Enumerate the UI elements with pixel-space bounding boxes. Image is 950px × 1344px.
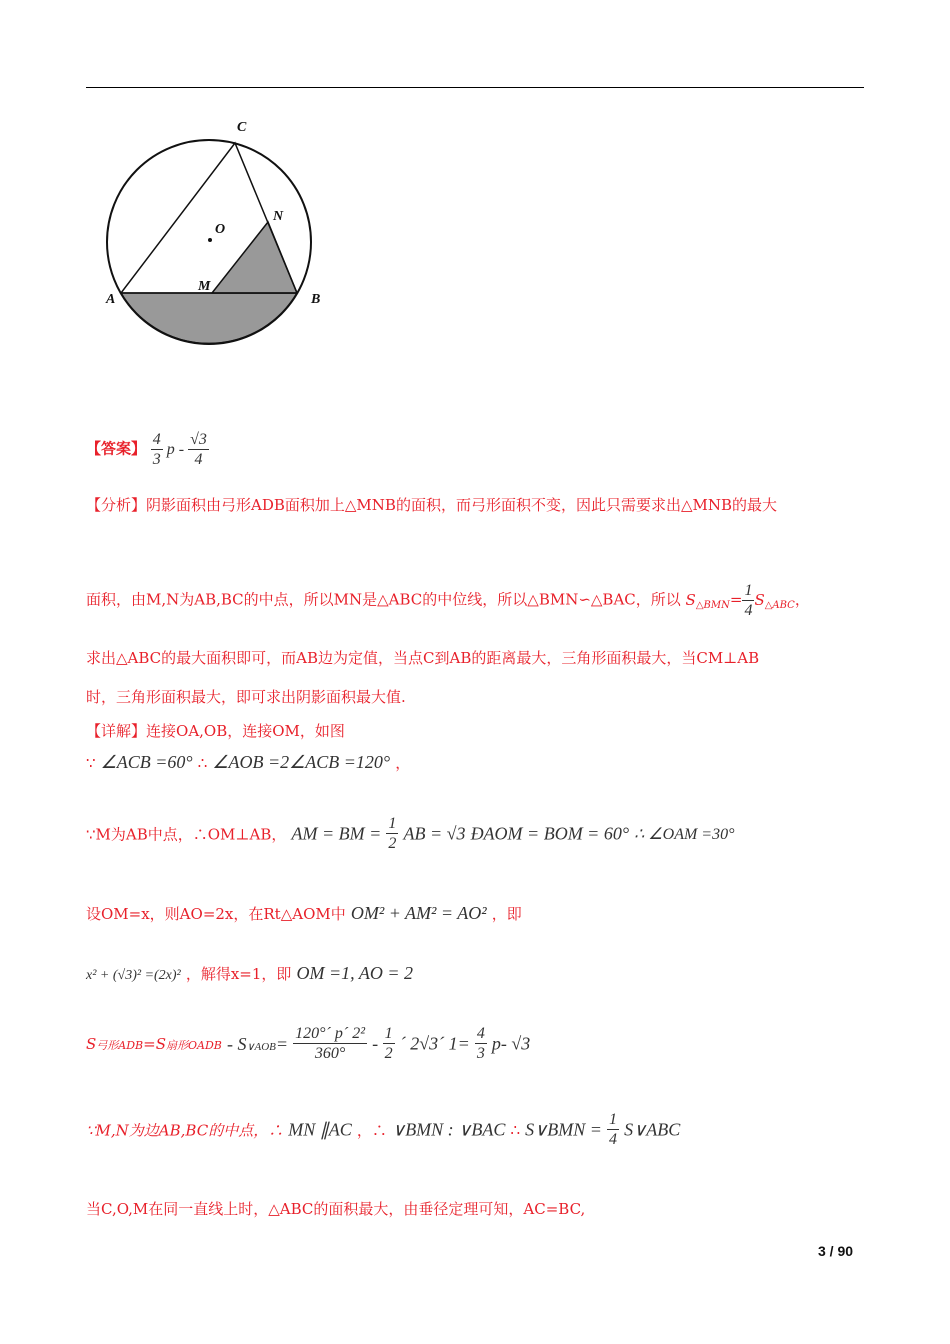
page-number: 3 / 90	[818, 1243, 854, 1259]
eq-om-ao: OM =1, AO = 2	[296, 963, 413, 983]
label-c: C	[237, 120, 247, 135]
eq7-half-num: 1	[384, 1025, 393, 1042]
eq-pythagoras: OM² + AM² = AO²	[350, 903, 487, 923]
eq-oam: ∴ ∠OAM =30°	[634, 826, 735, 843]
analysis-eq: =	[729, 590, 743, 609]
answer-frac1-den: 3	[152, 451, 161, 468]
analysis-comma: ，	[794, 590, 810, 609]
text-mn-midpoint: ∵M,N为边AB,BC的中点，∴	[86, 1121, 284, 1140]
eq-aom-bom: ÐAOM = BOM = 60°	[470, 823, 630, 844]
s-seg-sub: 弓形ADB	[96, 1039, 144, 1052]
because-symbol: ∵	[86, 754, 96, 772]
eq-acb: ∠ACB =60°	[100, 752, 193, 772]
s-tri: S	[237, 1033, 247, 1054]
text-solve: ，解得x=1，即	[185, 965, 292, 983]
eq7-res-den: 3	[476, 1045, 485, 1062]
label-n: N	[273, 209, 284, 224]
s-tri-sub: ∨AOB	[246, 1040, 276, 1053]
analysis-line-4: 时，三角形面积最大，即可求出阴影面积最大值.	[86, 688, 406, 706]
label-b: B	[311, 292, 321, 307]
eq9-left: S∨BMN =	[525, 1119, 602, 1140]
detail-intro: 连接OA,OB，连接OM，如图	[146, 722, 345, 740]
answer-minus: -	[178, 440, 185, 458]
analysis-text-2a: 面积，由M,N为AB,BC的中点，所以MN是△ABC的中位线，所以△BMN∽△BAC，所以	[86, 590, 681, 609]
text-set-om-x: 设OM=x，则AO=2x，在Rt△AOM中	[86, 905, 346, 923]
text-m-midpoint: ∵M为AB中点，∴OM⊥AB，	[86, 825, 287, 844]
analysis-label: 【分析】	[86, 496, 147, 514]
eq-am-bm: AM = BM =	[291, 823, 382, 844]
s-seg: S	[86, 1035, 97, 1053]
answer-frac1-num: 4	[152, 431, 161, 448]
therefore-symbol: ∴	[197, 754, 208, 772]
detail-line-3	[86, 816, 735, 852]
text-therefore-2: ∴	[510, 1121, 520, 1139]
answer-frac2-den: 4	[194, 451, 203, 468]
analysis-line-1	[86, 494, 777, 515]
header-rule	[86, 87, 864, 88]
detail-line-4	[86, 903, 522, 924]
detail-label: 【详解】	[86, 722, 147, 740]
eq7-rest: ´ 2√3´ 1=	[399, 1033, 470, 1054]
analysis-text-1: 阴影面积由弓形ADB面积加上△MNB的面积，而弓形面积不变，因此只需要求出△MNB的最大	[146, 496, 777, 514]
comma: ，	[395, 754, 411, 772]
s-minus: -	[226, 1033, 233, 1054]
detail-line-7	[86, 1112, 680, 1148]
eq7-half-den: 2	[384, 1045, 393, 1062]
answer-pi: p	[166, 440, 175, 458]
analysis-s-abc: S	[754, 590, 765, 609]
eq3-frac-num: 1	[388, 815, 397, 832]
analysis-line-3: 求出△ABC的最大面积即可，而AB边为定值，当点C到AB的距离最大，三角形面积最大，当CM⊥AB	[86, 649, 760, 667]
label-m: M	[198, 279, 211, 294]
answer-label: 【答案】	[86, 439, 147, 458]
answer-frac2-num: √3	[190, 431, 207, 448]
analysis-s-abc-sub: △ABC	[764, 599, 795, 611]
eq7-tail: p- √3	[491, 1033, 531, 1054]
eq-aob: ∠AOB =2∠ACB =120°	[212, 752, 391, 772]
eq9-frac-den: 4	[609, 1131, 618, 1148]
shaded-segment	[121, 293, 297, 343]
eq-x-equation: x² + (√3)² =(2x)²	[86, 968, 181, 983]
center-point	[208, 238, 212, 242]
analysis-frac-num: 1	[744, 582, 753, 599]
eq3-frac-den: 2	[388, 835, 397, 852]
label-a: A	[106, 292, 116, 307]
eq7-mid: -	[372, 1033, 383, 1054]
analysis-s-bmn-sub: △BMN	[695, 599, 730, 611]
text-therefore: ，∴	[356, 1121, 387, 1140]
eq7-den: 360°	[314, 1045, 346, 1062]
s-eq: =S	[143, 1035, 166, 1053]
eq-ab-sqrt3: AB = √3	[403, 823, 466, 844]
answer-row	[86, 432, 209, 468]
eq7-res-num: 4	[476, 1025, 485, 1042]
eq9-frac-num: 1	[609, 1111, 618, 1128]
detail-line-8: 当C,O,M在同一直线上时，△ABC的面积最大，由垂径定理可知，AC=BC,	[86, 1200, 586, 1218]
analysis-s-bmn: S	[685, 590, 696, 609]
analysis-line-2	[86, 583, 810, 619]
detail-line-6	[86, 1026, 530, 1062]
s-eqsign: =	[275, 1033, 289, 1054]
detail-line-2	[86, 752, 410, 773]
label-o: O	[215, 222, 226, 237]
circle-triangle-figure	[100, 115, 340, 355]
eq-similar: ∨BMN : ∨BAC	[392, 1119, 506, 1140]
eq7-num: 120°´ p´ 2²	[295, 1025, 366, 1042]
detail-line-1	[86, 720, 345, 741]
text-ji: ，即	[491, 905, 522, 923]
detail-line-5	[86, 963, 413, 984]
eq9-right: S∨ABC	[624, 1119, 681, 1140]
analysis-frac-den: 4	[744, 602, 753, 619]
s-sector-sub: 扇形OADB	[166, 1039, 222, 1052]
eq-mn-parallel: MN ∥AC	[288, 1119, 352, 1140]
